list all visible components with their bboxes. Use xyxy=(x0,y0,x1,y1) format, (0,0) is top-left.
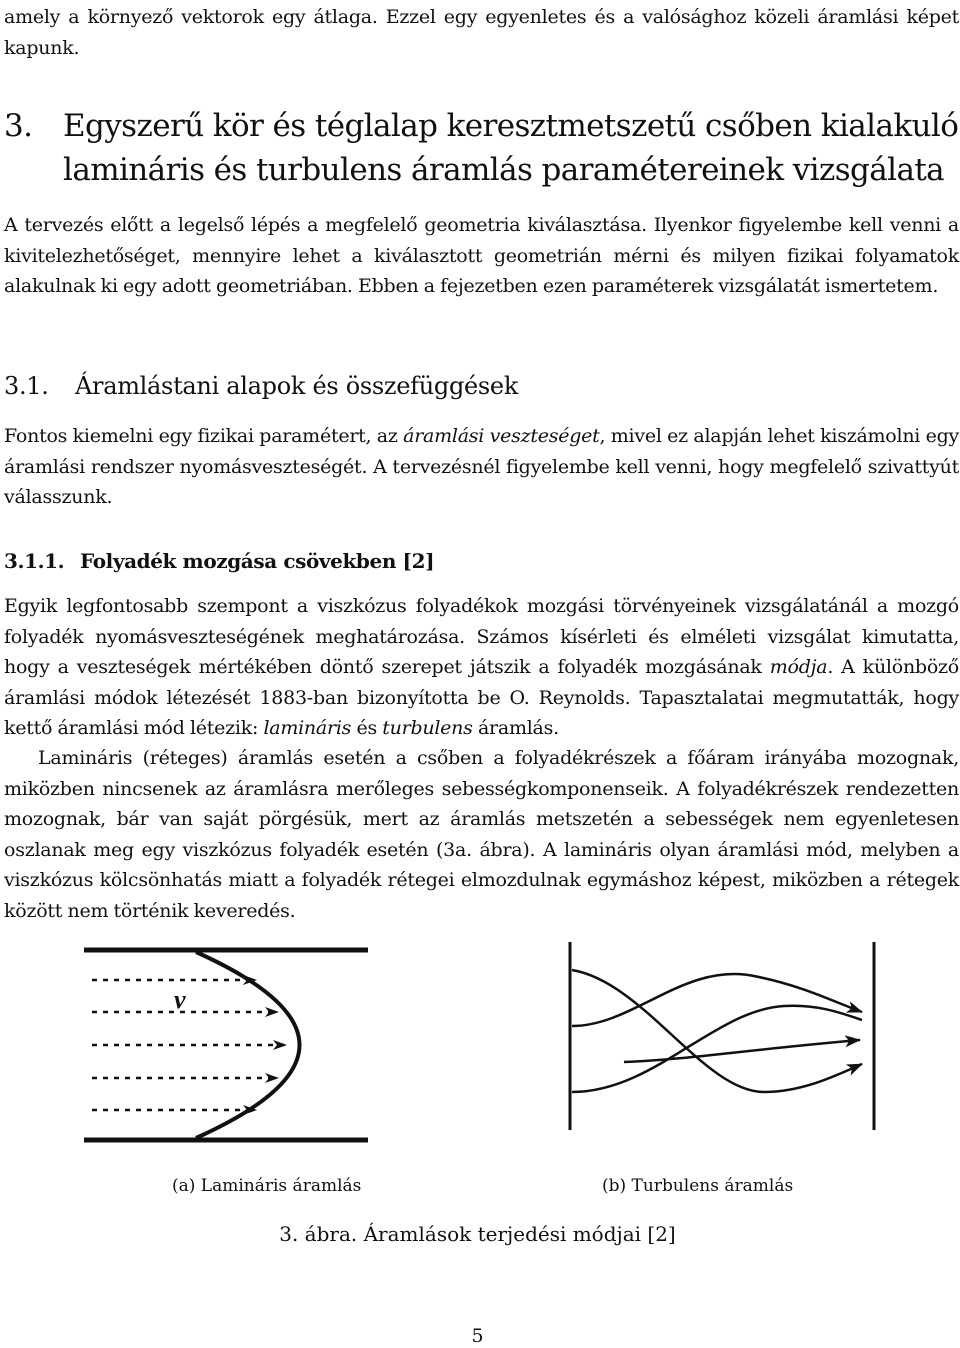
subsubsection-number: 3.1.1. xyxy=(4,549,65,573)
text-run: Egyik legfontosabb szempont a viszkózus folyadékok mozgási törvényeinek vizsgálatánál a mozgó folyadék nyomásveszteségének meghatározása. Számos kísérleti és elméleti vizsgálat kimutatta, hogy a veszteségek mértékében döntő szerepet játszik a folyadék mozgásának xyxy=(4,595,959,678)
subsubsection-title: Folyadék mozgása csövekben [2] xyxy=(80,549,435,573)
section-title-line2: lamináris és turbulens áramlás paramétereinek vizsgálata xyxy=(63,152,945,188)
section-title-line1: Egyszerű kör és téglalap keresztmetszetű csőben kialakuló xyxy=(63,108,959,144)
subsection-paragraph xyxy=(4,421,959,513)
subsection-title: Áramlástani alapok és összefüggések xyxy=(75,372,519,400)
figure-caption: 3. ábra. Áramlások terjedési módjai [2] xyxy=(279,1222,676,1246)
subsection-number: 3.1. xyxy=(4,372,49,400)
streamline xyxy=(572,1006,862,1092)
section-heading xyxy=(4,104,959,192)
intro-paragraph: amely a környező vektorok egy átlaga. Ezzel egy egyenletes és a valósághoz közeli áramlási képet kapunk. xyxy=(4,6,959,59)
emphasis-text: turbulens xyxy=(382,717,473,739)
section-paragraph: A tervezés előtt a legelső lépés a megfelelő geometria kiválasztása. Ilyenkor figyelembe kell venni a kivitelezhetőséget, mennyire lehet a kiválasztott geometrián mérni és milyen fizikai folyamatok alakulnak ki egy adott geometriában. Ebben a fejezetben ezen paraméterek vizsgálatát ismertetem. xyxy=(4,214,959,297)
streamline xyxy=(572,974,862,1026)
text-run: Fontos kiemelni egy fizikai paramétert, az xyxy=(4,425,404,447)
emphasis-text: módja xyxy=(769,656,828,678)
figure-caption-a: (a) Lamináris áramlás xyxy=(172,1176,362,1196)
velocity-symbol: v xyxy=(174,985,186,1014)
turbulent-flow-figure xyxy=(564,942,880,1130)
streamline xyxy=(624,1040,860,1062)
text-run: , mivel ez alapján lehet kiszámolni egy áramlási rendszer nyomásveszteségét. A tervezésnél figyelembe kell venni, hogy megfelelő szivattyút válasszunk. xyxy=(4,425,959,508)
subsubsection-heading xyxy=(4,547,959,575)
laminar-flow-figure xyxy=(78,940,374,1150)
section-number: 3. xyxy=(4,108,33,144)
subsubsection-paragraph-2: Lamináris (réteges) áramlás esetén a csőben a folyadékrészek a főáram irányába mozognak, miközben nincsenek az áramlásra merőleges sebességkomponenseik. A folyadékrészek rendezetten mozognak, bár van saját pörgésük, mert az áramlás metszetén a sebességek nem egyenletesen oszlanak meg egy viszkózus folyadék esetén (3a. ábra). A lamináris olyan áramlási mód, melyben a viszkózus kölcsönhatás miatt a folyadék rétegei elmozdulnak egymáshoz képest, miközben a rétegek között nem történik keveredés. xyxy=(4,747,959,922)
text-run: és xyxy=(351,717,383,739)
subsubsection-paragraph-1 xyxy=(4,591,959,744)
text-run: áramlás. xyxy=(472,717,559,739)
page-number: 5 xyxy=(471,1325,484,1347)
text-run: . A különböző áramlási módok létezését 1883-ban bizonyította be O. Reynolds. Tapasztalatai megmutatták, hogy kettő áramlási mód létezik: xyxy=(4,656,959,739)
figure-caption-b: (b) Turbulens áramlás xyxy=(602,1176,794,1196)
emphasis-text: áramlási veszteséget xyxy=(403,425,600,447)
emphasis-text: lamináris xyxy=(263,717,352,739)
subsection-heading xyxy=(4,370,959,402)
